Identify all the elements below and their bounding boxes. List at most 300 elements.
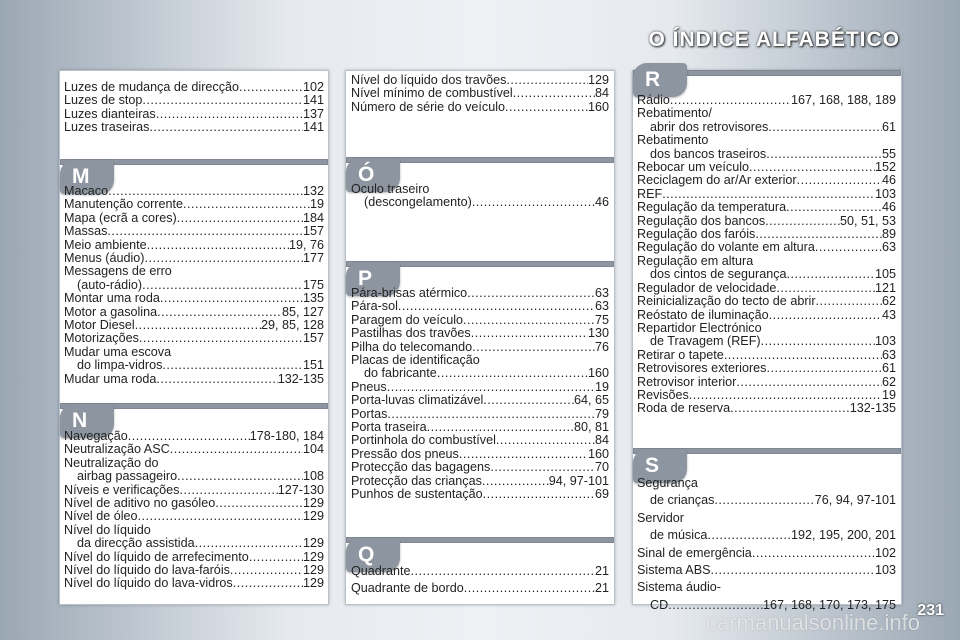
dot-leader [724, 349, 882, 362]
dot-leader [107, 225, 303, 238]
entry-term: dos cintos de segurança [650, 268, 787, 282]
entry-term: Níveis e verificações [64, 483, 180, 497]
entry-pages: 62 [881, 375, 896, 389]
dot-leader [766, 362, 882, 375]
entry-term: Pressão dos pneus [351, 447, 459, 461]
entry-pages: 70 [594, 461, 609, 475]
index-entry [351, 563, 609, 580]
watermark: carmanualsonline.info [705, 610, 920, 635]
entry-pages: 84 [594, 87, 609, 101]
section-badge-r: R [633, 63, 687, 97]
entry-term: Número de série do veículo [351, 100, 506, 114]
index-entry [637, 228, 896, 241]
entry-pages: 127-130 [277, 483, 324, 497]
entry-pages: 103 [874, 563, 896, 578]
dot-leader [183, 198, 310, 211]
index-entry [637, 362, 896, 375]
index-entry [351, 314, 609, 327]
entry-pages: 55 [881, 147, 896, 161]
dot-leader [195, 537, 303, 550]
entry-pages: 103 [874, 335, 896, 349]
index-entry [64, 443, 324, 456]
entry-pages: 75 [594, 313, 609, 327]
index-entry [351, 183, 609, 196]
dot-leader [387, 381, 595, 394]
index-entry [64, 306, 324, 319]
index-entry [64, 430, 324, 443]
entry-term: Nível de aditivo no gasóleo [64, 497, 216, 511]
entry-term: Protecção das crianças [351, 474, 482, 488]
entry-pages: 85, 127 [281, 305, 324, 319]
entry-term: Retrovisor interior [637, 375, 737, 389]
entry-pages: 63 [881, 241, 896, 255]
dot-leader [249, 551, 303, 564]
dot-leader [730, 402, 850, 415]
index-entry [64, 212, 324, 225]
index-entry [637, 510, 896, 527]
page-title: O ÍNDICE ALFABÉTICO [648, 28, 900, 51]
entry-term: Rebatimento/ [637, 107, 712, 121]
index-entry [64, 94, 324, 107]
dot-leader [505, 101, 588, 114]
dot-leader [483, 394, 574, 407]
entry-pages: 129 [302, 550, 324, 564]
entry-term: Rebocar um veículo [637, 161, 749, 175]
dot-leader [151, 524, 324, 537]
index-entry [64, 577, 324, 590]
entry-pages: 62 [881, 295, 896, 309]
entry-term: Retrovisores exteriores [637, 362, 767, 376]
entry-term: Mapa (ecrã a cores) [64, 211, 177, 225]
entry-pages: 63 [594, 300, 609, 314]
index-entry [64, 185, 324, 198]
index-entry [64, 121, 324, 134]
dot-leader [215, 497, 303, 510]
entry-term: Luzes traseiras [64, 121, 150, 135]
dot-leader [177, 470, 303, 483]
index-entry [64, 359, 324, 372]
dot-leader [463, 314, 595, 327]
dot-leader [689, 389, 882, 402]
index-entry [637, 282, 896, 295]
dot-leader [472, 341, 595, 354]
dot-leader [815, 241, 882, 254]
entry-term: da direcção assistida [77, 537, 195, 551]
dot-leader [233, 577, 303, 590]
index-entry [637, 389, 896, 402]
dot-leader [147, 239, 289, 252]
dot-leader [513, 87, 595, 100]
entry-term: Luzes de stop [64, 94, 143, 108]
dot-leader [177, 212, 303, 225]
index-entry [637, 215, 896, 228]
dot-leader [156, 373, 277, 386]
dot-leader [698, 475, 896, 492]
dot-leader [179, 484, 277, 497]
entry-term: dos bancos traseiros [650, 147, 767, 161]
dot-leader [459, 448, 588, 461]
index-entry [64, 332, 324, 345]
index-entry [351, 87, 609, 100]
dot-leader [480, 354, 609, 367]
entry-term: Óculo traseiro [351, 183, 430, 196]
dot-leader [156, 108, 303, 121]
entry-pages: 105 [874, 268, 896, 282]
entry-term: Massas [64, 225, 108, 239]
index-entry [64, 81, 324, 94]
index-entry [64, 108, 324, 121]
entry-term: Nível do líquido [64, 523, 151, 537]
entry-term: Protecção das bagagens [351, 461, 491, 475]
entry-term: Revisões [637, 388, 689, 402]
index-entry [637, 402, 896, 415]
index-entry [351, 341, 609, 354]
index-entry [637, 241, 896, 254]
index-entry [351, 196, 609, 209]
dot-leader [482, 475, 549, 488]
dot-leader [766, 148, 882, 161]
dot-leader [171, 346, 324, 359]
index-entry [637, 349, 896, 362]
entry-term: de Travagem (REF) [650, 335, 761, 349]
entry-term: Retirar o tapete [637, 348, 724, 362]
entry-pages: 177 [302, 252, 324, 266]
dot-leader [411, 563, 595, 580]
index-entry [637, 322, 896, 335]
entry-pages: 103 [874, 187, 896, 201]
entry-pages: 76, 94, 97-101 [814, 493, 896, 508]
index-entry [351, 300, 609, 313]
entry-term: do fabricante [364, 367, 437, 381]
index-entry [637, 309, 896, 322]
entry-term: Roda de reserva [637, 402, 731, 416]
entry-term: Luzes dianteiras [64, 107, 156, 121]
entry-pages: 152 [874, 161, 896, 175]
dot-leader [387, 408, 595, 421]
entry-pages: 192, 195, 200, 201 [790, 528, 896, 543]
entry-term: Pastilhas dos travões [351, 327, 471, 341]
entry-pages: 167, 168, 170, 173, 175 [762, 597, 896, 612]
index-entry [64, 564, 324, 577]
entry-term: Repartidor Electrónico [637, 321, 762, 335]
dot-leader [139, 332, 303, 345]
index-entry [351, 367, 609, 380]
entry-term: Motor a gasolina [64, 305, 158, 319]
dot-leader [159, 457, 324, 470]
entry-pages: 129 [302, 510, 324, 524]
entry-term: Regulação do volante em altura [637, 241, 815, 255]
entry-term: Regulação da temperatura [637, 201, 787, 215]
index-entry [64, 265, 324, 278]
entry-term: Luzes de mudança de direcção [64, 81, 240, 94]
entry-pages: 108 [302, 470, 324, 484]
index-entry [637, 295, 896, 308]
entry-term: Nível mínimo de combustível [351, 87, 513, 101]
index-entry [637, 475, 896, 492]
dot-leader [464, 580, 595, 597]
index-entry [351, 488, 609, 501]
entry-term: Segurança [637, 476, 698, 490]
entry-pages: 50, 51, 53 [839, 214, 896, 228]
entry-pages: 151 [302, 359, 324, 373]
index-entry [64, 198, 324, 211]
index-entry [351, 475, 609, 488]
entry-term: Porta-luvas climatizável [351, 394, 484, 408]
dot-leader [761, 335, 875, 348]
index-entry [351, 434, 609, 447]
index-entry [637, 107, 896, 120]
dot-leader [483, 488, 595, 501]
entry-term: (auto-rádio) [77, 278, 143, 292]
entry-term: Sistema áudio- [637, 580, 721, 595]
entry-term: Rádio [637, 94, 670, 107]
section-badge-q: Q [346, 538, 400, 572]
dot-leader [230, 564, 303, 577]
entry-pages: 63 [881, 348, 896, 362]
index-entry [351, 448, 609, 461]
section-badge-n: N [60, 404, 114, 438]
index-entry [637, 134, 896, 147]
entry-pages: 160 [587, 447, 609, 461]
index-entry [64, 537, 324, 550]
dot-leader [711, 562, 875, 579]
dot-leader [797, 174, 882, 187]
entry-term: Motorizações [64, 332, 139, 346]
entry-term: Mudar uma escova [64, 345, 172, 359]
entry-pages: 129 [587, 74, 609, 87]
section-badge-o: Ó [346, 158, 400, 192]
dot-leader [721, 579, 896, 596]
index-entry [64, 497, 324, 510]
index-entry [351, 327, 609, 340]
entry-term: Sistema ABS [637, 563, 711, 578]
entry-pages: 46 [881, 201, 896, 215]
index-entry [637, 161, 896, 174]
dot-leader [142, 94, 303, 107]
index-entry [64, 346, 324, 359]
entry-pages: 157 [302, 225, 324, 239]
entry-term: REF [637, 187, 663, 201]
dot-leader [816, 295, 882, 308]
entry-pages: 135 [302, 292, 324, 306]
index-entry [351, 461, 609, 474]
entry-pages: 129 [302, 537, 324, 551]
dot-leader [769, 309, 882, 322]
index-entry [351, 381, 609, 394]
entry-pages: 141 [302, 94, 324, 108]
dot-leader [787, 268, 875, 281]
dot-leader [714, 492, 814, 509]
index-entry [64, 373, 324, 386]
entry-pages: 21 [594, 581, 609, 596]
index-entry [64, 551, 324, 564]
entry-term: CD [650, 597, 669, 612]
dot-leader [765, 215, 840, 228]
dot-leader [753, 255, 896, 268]
entry-term: Macaco [64, 185, 109, 198]
index-entry [351, 74, 609, 87]
entry-pages: 129 [302, 564, 324, 578]
entries-m [64, 185, 324, 386]
entry-pages: 132-135 [277, 372, 324, 386]
dot-leader [160, 292, 303, 305]
entry-term: do limpa-vidros [77, 359, 163, 373]
entry-pages: 84 [594, 434, 609, 448]
index-entry [351, 394, 609, 407]
entry-pages: 63 [594, 287, 609, 300]
entry-term: abrir dos retrovisores [650, 120, 769, 134]
entry-term: Messagens de erro [64, 265, 172, 279]
entry-term: Motor Diesel [64, 319, 135, 333]
entry-pages: 178-180, 184 [249, 430, 324, 443]
dot-leader [398, 300, 595, 313]
entry-term: (descongelamento) [364, 196, 472, 210]
entry-term: Pneus [351, 380, 387, 394]
dot-leader [755, 228, 882, 241]
entry-term: Navegação [64, 430, 128, 443]
entry-pages: 19 [881, 388, 896, 402]
dot-leader [471, 327, 588, 340]
index-entry [637, 545, 896, 562]
entry-pages: 121 [874, 281, 896, 295]
dot-leader [429, 183, 609, 196]
entry-term: Meio ambiente [64, 238, 147, 252]
dot-leader [786, 201, 882, 214]
index-entry [64, 252, 324, 265]
entries-q [351, 563, 609, 598]
index-entry [351, 580, 609, 597]
index-entry [637, 201, 896, 214]
index-entry [64, 484, 324, 497]
dot-leader [142, 279, 303, 292]
entry-pages: 94, 97-101 [548, 474, 609, 488]
entry-pages: 104 [302, 443, 324, 457]
entry-pages: 102 [302, 81, 324, 94]
index-entry [637, 335, 896, 348]
index-entry [351, 408, 609, 421]
entry-pages: 160 [587, 100, 609, 114]
entry-term: Quadrante [351, 564, 411, 578]
entry-term: Servidor [637, 510, 684, 525]
dot-leader [752, 545, 875, 562]
index-entry [637, 579, 896, 596]
entries-p [351, 287, 609, 502]
dot-leader [708, 134, 896, 147]
entry-term: Nível do líquido do lava-vidros [64, 577, 233, 591]
section-badge-m: M [60, 160, 114, 194]
entry-term: Pilha do telecomando [351, 340, 473, 354]
index-entry [637, 376, 896, 389]
index-entry [64, 457, 324, 470]
dot-leader [712, 107, 896, 120]
entry-term: Pára-sol [351, 300, 398, 314]
dot-leader [138, 510, 303, 523]
section-badge-s: S [633, 449, 687, 483]
entries-r [637, 94, 896, 416]
dot-leader [736, 376, 882, 389]
entry-term: Pára-brisas atérmico [351, 287, 468, 300]
index-entry [351, 354, 609, 367]
entry-pages: 184 [302, 211, 324, 225]
entry-pages: 130 [587, 327, 609, 341]
entry-term: Nível do líquido dos travões [351, 74, 507, 87]
dot-leader [707, 527, 791, 544]
entry-term: Quadrante de bordo [351, 581, 464, 596]
index-entry [637, 527, 896, 544]
entry-pages: 102 [874, 545, 896, 560]
entry-pages: 19, 76 [288, 238, 324, 252]
index-entry [637, 492, 896, 509]
entry-pages: 29, 85, 128 [260, 319, 324, 333]
entry-pages: 89 [881, 228, 896, 242]
entry-pages: 46 [594, 196, 609, 210]
entry-pages: 64, 65 [573, 394, 609, 408]
dot-leader [768, 121, 882, 134]
dot-leader [157, 306, 282, 319]
entry-term: de música [650, 528, 708, 543]
entry-term: Placas de identificação [351, 354, 480, 368]
entry-pages: 19 [594, 380, 609, 394]
index-entry [64, 510, 324, 523]
index-entry [351, 101, 609, 114]
entry-term: Menus (áudio) [64, 252, 145, 266]
entry-pages: 69 [594, 488, 609, 502]
entry-pages: 76 [594, 340, 609, 354]
index-entry [64, 292, 324, 305]
entry-term: Nível do líquido de arrefecimento [64, 550, 249, 564]
dot-leader [749, 161, 875, 174]
entry-term: Reóstato de iluminação [637, 308, 769, 322]
entry-term: Neutralização ASC [64, 443, 170, 457]
entry-term: de crianças [650, 493, 715, 508]
entry-pages: 129 [302, 497, 324, 511]
entry-term: Porta traseira [351, 421, 427, 435]
entry-term: Regulação dos faróis [637, 228, 756, 242]
entry-term: Regulação dos bancos [637, 214, 766, 228]
index-entry [64, 279, 324, 292]
page-number: 231 [917, 602, 944, 619]
entry-pages: 132 [302, 185, 324, 198]
dot-leader [662, 188, 875, 201]
index-entry [637, 94, 896, 107]
index-entry [637, 562, 896, 579]
dot-leader [135, 319, 261, 332]
entry-term: Reciclagem do ar/Ar exterior [637, 174, 797, 188]
index-entry [351, 287, 609, 300]
entry-pages: 80, 81 [573, 421, 609, 435]
dot-leader [467, 287, 595, 300]
dot-leader [437, 367, 588, 380]
dot-leader [108, 185, 303, 198]
entry-term: Rebatimento [637, 134, 709, 148]
dot-leader [670, 94, 791, 107]
entries-col1-top [64, 81, 324, 135]
index-entry [351, 421, 609, 434]
index-entry [637, 148, 896, 161]
entry-term: Mudar uma roda [64, 372, 157, 386]
entry-pages: 46 [881, 174, 896, 188]
entry-term: Nível do líquido do lava-faróis [64, 564, 230, 578]
dot-leader [162, 359, 303, 372]
index-entry [637, 268, 896, 281]
entries-s [637, 475, 896, 614]
dot-leader [490, 461, 595, 474]
entry-term: Nível de óleo [64, 510, 138, 524]
index-entry [64, 524, 324, 537]
entries-col2-top [351, 74, 609, 114]
entry-pages: 129 [302, 577, 324, 591]
entry-term: Portinhola do combustível [351, 434, 496, 448]
